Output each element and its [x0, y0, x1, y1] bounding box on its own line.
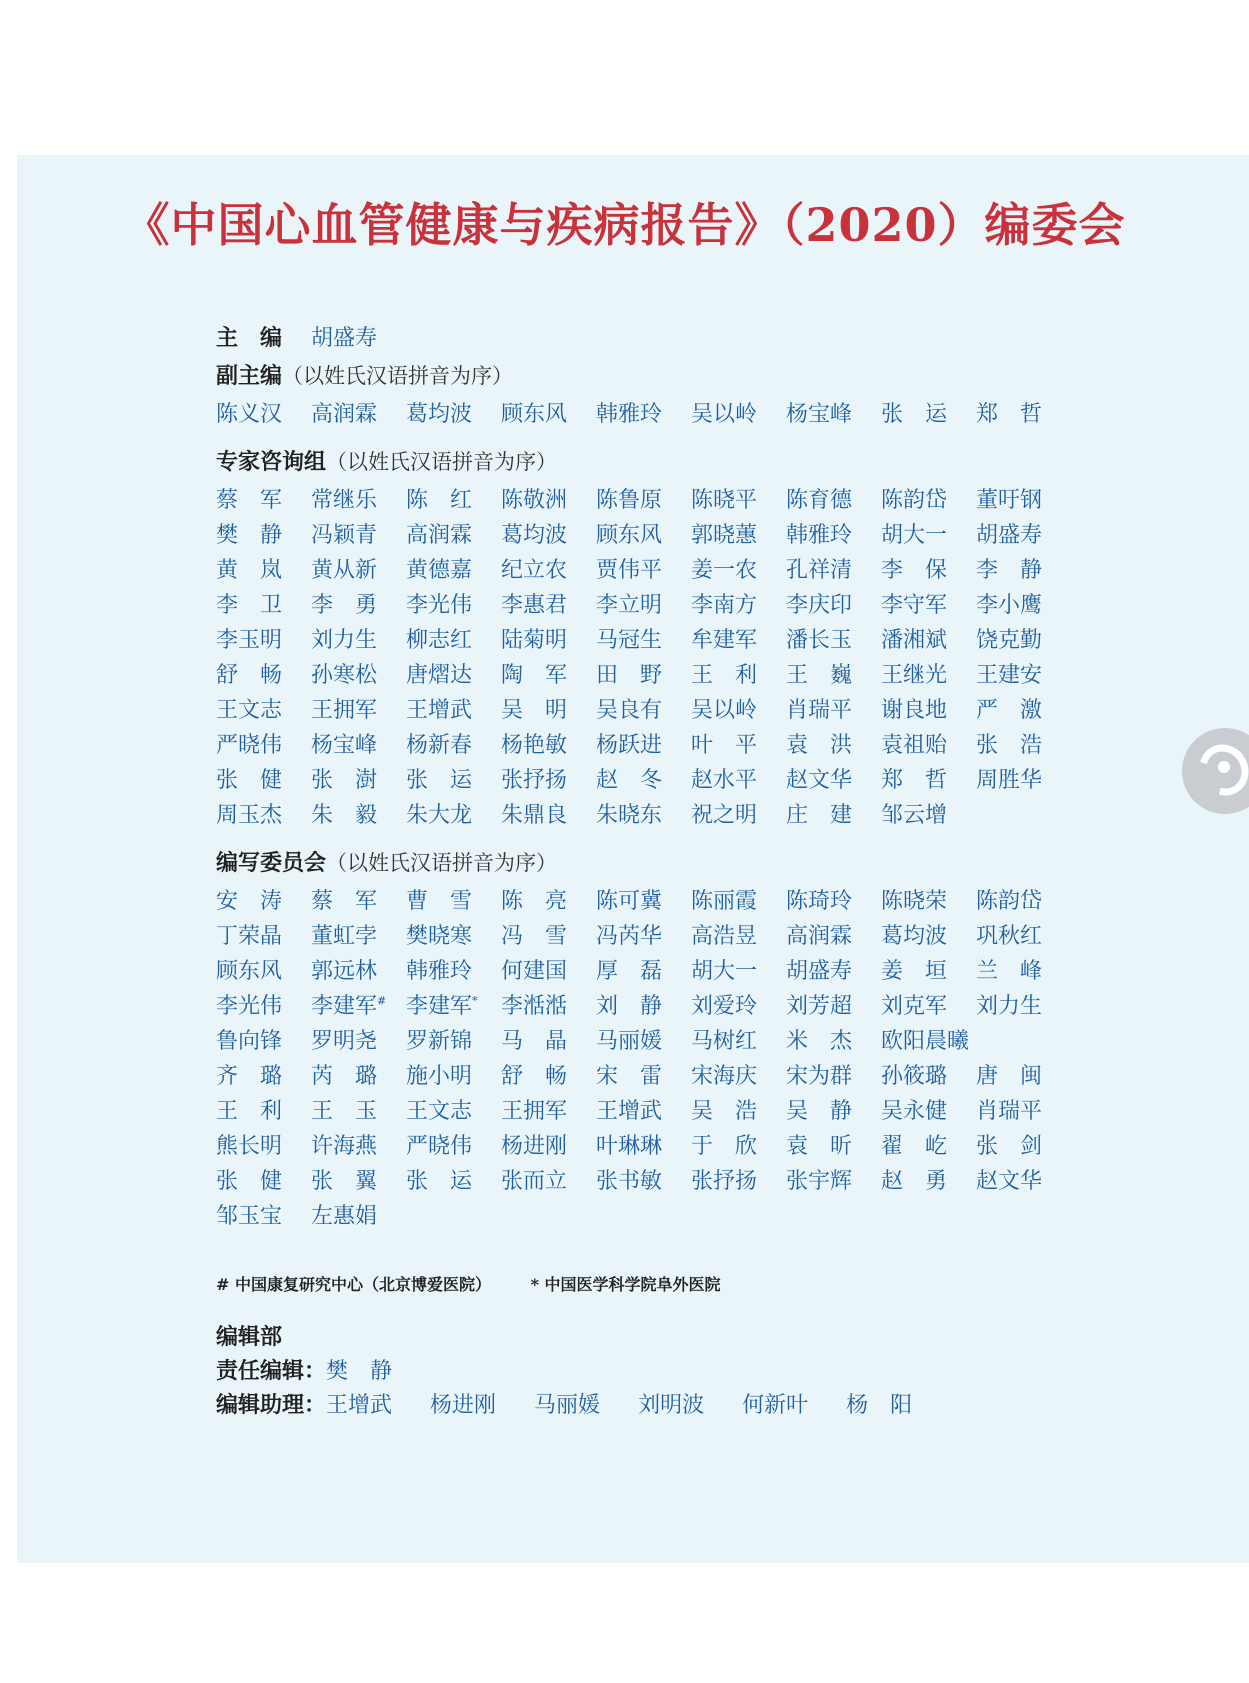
person-name: 袁 昕 — [786, 1134, 853, 1159]
person-name: 冯 雪 — [501, 924, 568, 949]
person-name: 齐 璐 — [216, 1064, 283, 1089]
person-name: 王文志 — [216, 698, 283, 723]
person-name: 孙筱璐 — [881, 1064, 948, 1089]
page-title: 《中国心血管健康与疾病报告》（2020）编委会 — [123, 198, 1126, 252]
person-name: 李光伟 — [406, 593, 473, 618]
responsible-editor-label: 责任编辑： — [216, 1358, 327, 1384]
expert-group-names — [216, 481, 1071, 831]
person-name: 马 晶 — [501, 1029, 568, 1054]
person-name: 赵水平 — [691, 768, 758, 793]
person-name: 陈韵岱 — [881, 488, 948, 513]
person-name: 吴 明 — [501, 698, 568, 723]
person-name: 厚 磊 — [596, 959, 663, 984]
person-name: 严晓伟 — [216, 733, 283, 758]
person-name: 王 利 — [216, 1099, 283, 1124]
person-name: 黄 岚 — [216, 558, 283, 583]
person-name: 孔祥清 — [786, 558, 853, 583]
person-name: 朱 毅 — [311, 803, 378, 828]
person-name: 韩雅玲 — [786, 523, 853, 548]
person-name: 樊 静 — [216, 523, 283, 548]
person-name: 舒 畅 — [501, 1064, 568, 1089]
person-name: 李庆印 — [786, 593, 853, 618]
name-row — [216, 1022, 1071, 1057]
person-name: 李 勇 — [311, 593, 378, 618]
name-row — [216, 882, 1071, 917]
person-name: 吴 浩 — [691, 1099, 758, 1124]
person-name: 熊长明 — [216, 1134, 283, 1159]
person-name: 胡盛寿 — [786, 959, 853, 984]
editorial-assistant-name: 杨 阳 — [846, 1392, 913, 1418]
person-name: 陈韵岱 — [976, 889, 1043, 914]
person-name: 李惠君 — [501, 593, 568, 618]
person-name: 纪立农 — [501, 558, 568, 583]
person-name: 张 浩 — [976, 733, 1043, 758]
person-name: 陈育德 — [786, 488, 853, 513]
person-name: 张 健 — [216, 1169, 283, 1194]
person-name: 唐 闽 — [976, 1064, 1043, 1089]
person-name: 姜一农 — [691, 558, 758, 583]
person-name: 冯颖青 — [311, 523, 378, 548]
person-name: 顾东风 — [216, 959, 283, 984]
person-name: 冯芮华 — [596, 924, 663, 949]
person-name: 张 运 — [406, 1169, 473, 1194]
person-name: 邹云增 — [881, 803, 948, 828]
person-name: 舒 畅 — [216, 663, 283, 688]
person-name: 蔡 军 — [216, 488, 283, 513]
person-name: 张抒扬 — [501, 768, 568, 793]
person-name: 左惠娟 — [311, 1204, 378, 1229]
editorial-assistant-name: 刘明波 — [638, 1392, 705, 1418]
person-name: 庄 建 — [786, 803, 853, 828]
person-name: 赵文华 — [786, 768, 853, 793]
person-name: 陈晓平 — [691, 488, 758, 513]
person-name: 郭远林 — [311, 959, 378, 984]
person-name: 李湉湉 — [501, 994, 568, 1019]
person-name: 祝之明 — [691, 803, 758, 828]
person-name: 顾东风 — [596, 523, 663, 548]
expert-group-heading — [216, 440, 1071, 481]
person-name: 罗明尧 — [311, 1029, 378, 1054]
name-row — [216, 516, 1071, 551]
person-name: 张 澍 — [311, 768, 378, 793]
person-name: 严晓伟 — [406, 1134, 473, 1159]
person-name: 严 激 — [976, 698, 1043, 723]
person-name: 陆菊明 — [501, 628, 568, 653]
person-name: 黄从新 — [311, 558, 378, 583]
editorial-label: 编辑部 — [216, 1324, 283, 1350]
name-row — [216, 481, 1071, 516]
person-name: 吴以岭 — [691, 698, 758, 723]
person-name: 葛均波 — [881, 924, 948, 949]
person-name: 吴良有 — [596, 698, 663, 723]
person-name: 李 保 — [881, 558, 948, 583]
person-name: 李守军 — [881, 593, 948, 618]
person-name: 李 卫 — [216, 593, 283, 618]
person-name: 王拥军 — [501, 1099, 568, 1124]
writing-committee-label: 编写委员会 — [216, 851, 327, 876]
person-name: 牟建军 — [691, 628, 758, 653]
person-name: 张 运 — [881, 402, 948, 427]
person-name: 陈晓荣 — [881, 889, 948, 914]
name-row — [216, 952, 1071, 987]
person-name: 曹 雪 — [406, 889, 473, 914]
person-name: 朱鼎良 — [501, 803, 568, 828]
person-name: 叶琳琳 — [596, 1134, 663, 1159]
person-name: 宋 雷 — [596, 1064, 663, 1089]
chief-editor-name: 胡盛寿 — [311, 325, 378, 351]
footnote-hash: # 中国康复研究中心（北京博爱医院） — [216, 1275, 491, 1294]
person-name: 刘力生 — [976, 994, 1043, 1019]
person-name: 吴以岭 — [691, 402, 758, 427]
person-name: 张抒扬 — [691, 1169, 758, 1194]
person-name: 丁荣晶 — [216, 924, 283, 949]
person-name: 袁 洪 — [786, 733, 853, 758]
name-row — [216, 586, 1071, 621]
person-name: 郑 哲 — [881, 768, 948, 793]
name-row — [216, 1162, 1071, 1197]
person-name: 宋为群 — [786, 1064, 853, 1089]
person-name: 黄德嘉 — [406, 558, 473, 583]
person-name: 赵 勇 — [881, 1169, 948, 1194]
person-name: 兰 峰 — [976, 959, 1043, 984]
person-name: 董吁钢 — [976, 488, 1043, 513]
person-name: 张 运 — [406, 768, 473, 793]
person-name: 赵 冬 — [596, 768, 663, 793]
person-name: 肖瑞平 — [976, 1099, 1043, 1124]
person-name: 胡大一 — [691, 959, 758, 984]
person-name: 陈鲁原 — [596, 488, 663, 513]
person-name: 高浩昱 — [691, 924, 758, 949]
person-name: 刘力生 — [311, 628, 378, 653]
person-name: 李建军* — [406, 994, 478, 1019]
person-name: 周胜华 — [976, 768, 1043, 793]
person-name: 董虹孛 — [311, 924, 378, 949]
person-name: 柳志红 — [406, 628, 473, 653]
person-name: 李光伟 — [216, 994, 283, 1019]
person-name: 王增武 — [596, 1099, 663, 1124]
name-row — [216, 656, 1071, 691]
person-name: 杨跃进 — [596, 733, 663, 758]
person-name: 贾伟平 — [596, 558, 663, 583]
person-name: 张书敏 — [596, 1169, 663, 1194]
person-name: 张而立 — [501, 1169, 568, 1194]
person-name: 马树红 — [691, 1029, 758, 1054]
name-row — [216, 1092, 1071, 1127]
person-name: 张 剑 — [976, 1134, 1043, 1159]
person-name: 宋海庆 — [691, 1064, 758, 1089]
person-name: 王 玉 — [311, 1099, 378, 1124]
person-name: 张宇辉 — [786, 1169, 853, 1194]
deputy-editors-note: （以姓氏汉语拼音为序） — [282, 363, 514, 388]
person-name: 杨宝峰 — [786, 402, 853, 427]
editorial-assistant-name: 何新叶 — [742, 1392, 809, 1418]
person-name: 肖瑞平 — [786, 698, 853, 723]
name-row — [216, 1127, 1071, 1162]
editorial-assistant-label: 编辑助理： — [216, 1392, 327, 1418]
person-name: 李玉明 — [216, 628, 283, 653]
name-row — [216, 726, 1071, 761]
chief-editor-line — [216, 318, 1071, 354]
person-name: 何建国 — [501, 959, 568, 984]
person-name: 朱晓东 — [596, 803, 663, 828]
person-name: 潘长玉 — [786, 628, 853, 653]
name-row — [216, 761, 1071, 796]
responsible-editor-name: 樊 静 — [326, 1358, 393, 1384]
name-row — [216, 551, 1071, 586]
person-name: 鲁向锋 — [216, 1029, 283, 1054]
person-name: 杨进刚 — [501, 1134, 568, 1159]
name-row — [216, 987, 1071, 1022]
person-name: 葛均波 — [406, 402, 473, 427]
person-name: 高润霖 — [311, 402, 378, 427]
person-name: 潘湘斌 — [881, 628, 948, 653]
expert-group-label: 专家咨询组 — [216, 450, 327, 475]
person-name: 李 静 — [976, 558, 1043, 583]
person-name: 赵文华 — [976, 1169, 1043, 1194]
person-name: 吴永健 — [881, 1099, 948, 1124]
name-row — [216, 1197, 1071, 1232]
person-name: 张 翼 — [311, 1169, 378, 1194]
person-name: 韩雅玲 — [406, 959, 473, 984]
person-name: 蔡 军 — [311, 889, 378, 914]
writing-committee-heading — [216, 841, 1071, 882]
person-name: 高润霖 — [786, 924, 853, 949]
editorial-assistant-name: 马丽媛 — [534, 1392, 601, 1418]
editorial-assistant-name: 杨进刚 — [430, 1392, 497, 1418]
person-name: 罗新锦 — [406, 1029, 473, 1054]
person-name: 马冠生 — [596, 628, 663, 653]
name-row — [216, 691, 1071, 726]
committee-list — [216, 318, 1071, 1232]
editorial-office — [216, 1318, 950, 1420]
person-name: 胡大一 — [881, 523, 948, 548]
person-name: 陈 红 — [406, 488, 473, 513]
name-row — [216, 395, 1071, 430]
person-name: 施小明 — [406, 1064, 473, 1089]
person-name: 巩秋红 — [976, 924, 1043, 949]
writing-committee-names — [216, 882, 1071, 1232]
person-name: 王建安 — [976, 663, 1043, 688]
person-name: 陈琦玲 — [786, 889, 853, 914]
person-name: 孙寒松 — [311, 663, 378, 688]
person-name: 安 涛 — [216, 889, 283, 914]
person-name: 王 利 — [691, 663, 758, 688]
person-name: 葛均波 — [501, 523, 568, 548]
person-name: 刘 静 — [596, 994, 663, 1019]
person-name: 刘克军 — [881, 994, 948, 1019]
person-name: 李立明 — [596, 593, 663, 618]
person-name: 张 健 — [216, 768, 283, 793]
expert-group-note: （以姓氏汉语拼音为序） — [326, 449, 558, 474]
person-name: 郑 哲 — [976, 402, 1043, 427]
person-name: 叶 平 — [691, 733, 758, 758]
person-name: 邹玉宝 — [216, 1204, 283, 1229]
responsible-editor-line — [216, 1352, 950, 1386]
person-name: 高润霖 — [406, 523, 473, 548]
person-name: 杨新春 — [406, 733, 473, 758]
person-name: 李南方 — [691, 593, 758, 618]
person-name: 欧阳晨曦 — [881, 1029, 970, 1054]
footnote-star: * 中国医学科学院阜外医院 — [530, 1275, 721, 1294]
person-name: 陶 军 — [501, 663, 568, 688]
name-row — [216, 621, 1071, 656]
person-name: 芮 璐 — [311, 1064, 378, 1089]
person-name: 王继光 — [881, 663, 948, 688]
editorial-assistant-name: 王增武 — [326, 1392, 393, 1418]
footnotes — [216, 1272, 755, 1295]
person-name: 杨宝峰 — [311, 733, 378, 758]
name-row — [216, 796, 1071, 831]
person-name: 吴 静 — [786, 1099, 853, 1124]
person-name: 周玉杰 — [216, 803, 283, 828]
person-name: 米 杰 — [786, 1029, 853, 1054]
name-row — [216, 917, 1071, 952]
deputy-editors-label: 副主编 — [216, 364, 283, 389]
person-name: 朱大龙 — [406, 803, 473, 828]
person-name: 王拥军 — [311, 698, 378, 723]
person-name: 唐熠达 — [406, 663, 473, 688]
deputy-editors-heading — [216, 354, 1071, 395]
person-name: 谢良地 — [881, 698, 948, 723]
editorial-assistants-line — [216, 1386, 950, 1420]
person-name: 陈 亮 — [501, 889, 568, 914]
person-name: 陈可冀 — [596, 889, 663, 914]
writing-committee-note: （以姓氏汉语拼音为序） — [326, 850, 558, 875]
person-name: 翟 屹 — [881, 1134, 948, 1159]
person-name: 饶克勤 — [976, 628, 1043, 653]
person-name: 李建军# — [311, 994, 387, 1019]
person-name: 刘芳超 — [786, 994, 853, 1019]
person-name: 杨艳敏 — [501, 733, 568, 758]
person-name: 姜 垣 — [881, 959, 948, 984]
deputy-editors-names — [216, 395, 1071, 430]
person-name: 王增武 — [406, 698, 473, 723]
person-name: 许海燕 — [311, 1134, 378, 1159]
person-name: 陈丽霞 — [691, 889, 758, 914]
person-name: 马丽媛 — [596, 1029, 663, 1054]
person-name: 田 野 — [596, 663, 663, 688]
person-name: 韩雅玲 — [596, 402, 663, 427]
person-name: 王文志 — [406, 1099, 473, 1124]
name-row — [216, 1057, 1071, 1092]
person-name: 胡盛寿 — [976, 523, 1043, 548]
person-name: 刘爱玲 — [691, 994, 758, 1019]
person-name: 郭晓蕙 — [691, 523, 758, 548]
person-name: 常继乐 — [311, 488, 378, 513]
person-name: 陈义汉 — [216, 402, 283, 427]
chief-editor-label: 主 编 — [216, 325, 283, 351]
person-name: 陈敬洲 — [501, 488, 568, 513]
person-name: 王 巍 — [786, 663, 853, 688]
person-name: 李小鹰 — [976, 593, 1043, 618]
person-name: 于 欣 — [691, 1134, 758, 1159]
person-name: 樊晓寒 — [406, 924, 473, 949]
person-name: 顾东风 — [501, 402, 568, 427]
person-name: 袁祖贻 — [881, 733, 948, 758]
